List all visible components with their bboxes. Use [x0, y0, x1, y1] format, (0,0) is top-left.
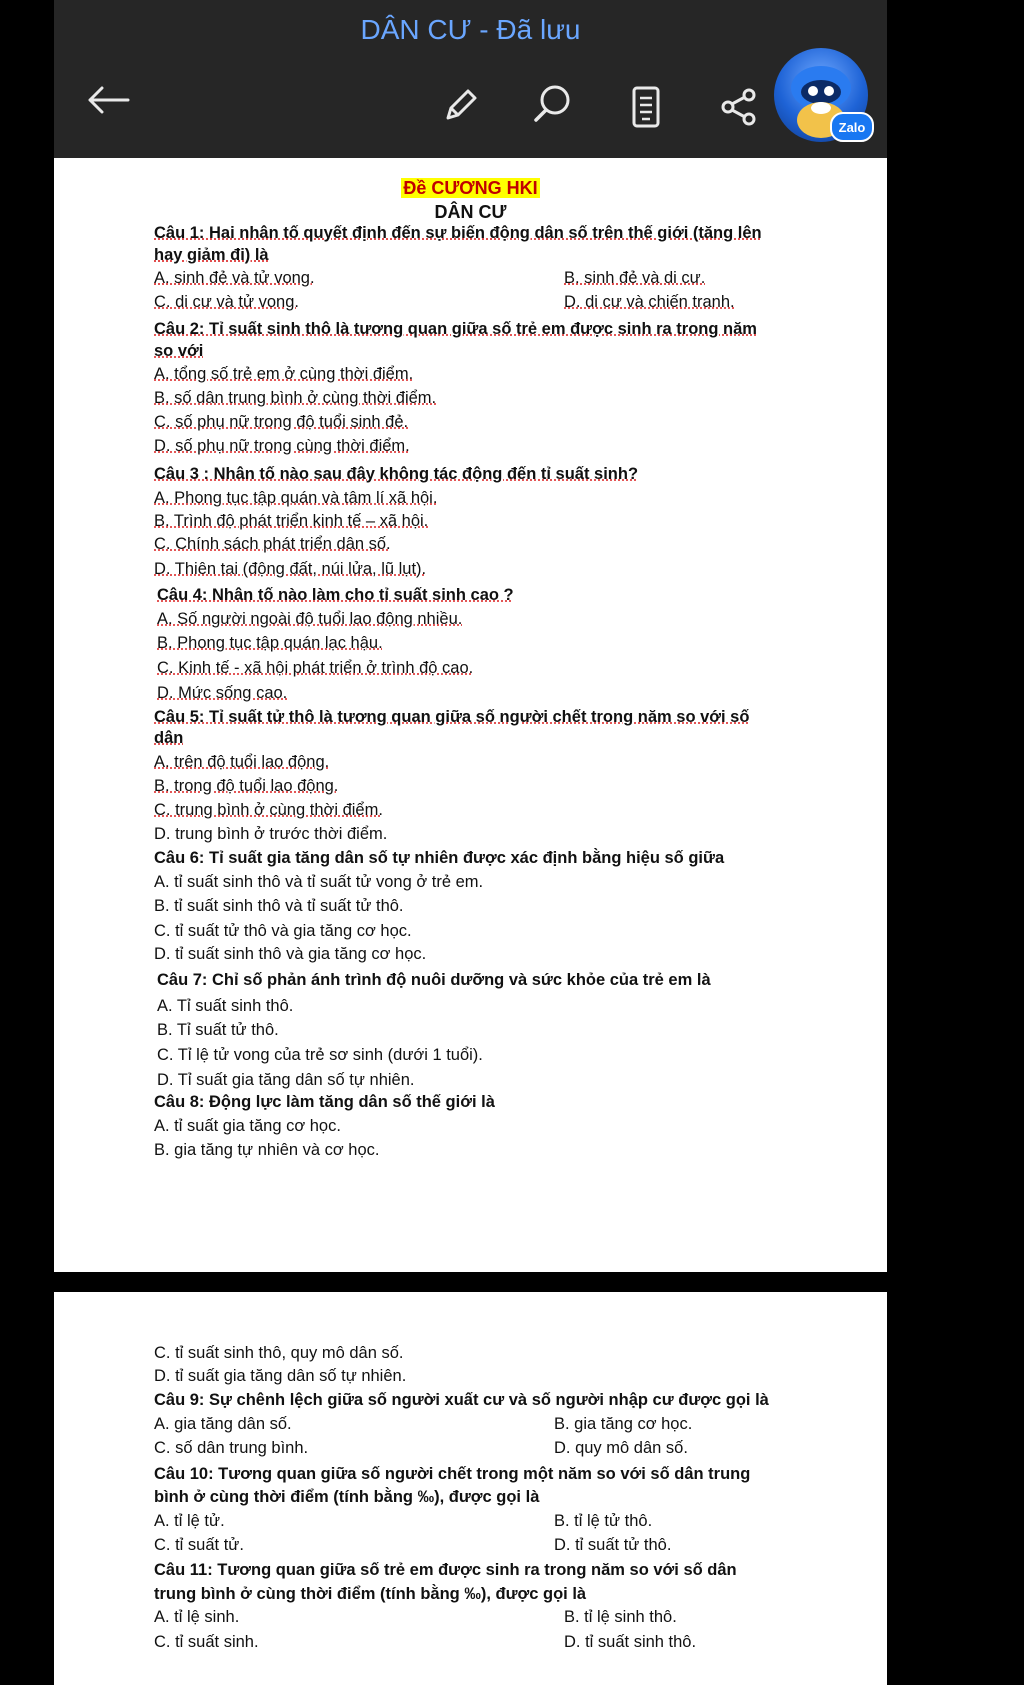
document-subheading: DÂN CƯ: [434, 202, 507, 222]
answer-option: B. sinh đẻ và di cư.: [564, 269, 706, 287]
share-icon[interactable]: [716, 84, 762, 130]
question-text: so với: [154, 342, 204, 360]
answer-option: D. tỉ suất sinh thô.: [564, 1633, 697, 1651]
answer-option: B. số dân trung bình ở cùng thời điểm.: [154, 389, 437, 407]
answer-option: A. tỉ suất sinh thô và tỉ suất tử vong ở trẻ em.: [154, 873, 484, 891]
answer-option: A. tỉ suất gia tăng cơ học.: [154, 1117, 341, 1135]
answer-option: A. sinh đẻ và tử vong.: [154, 269, 315, 287]
question-text: Câu 3 : Nhân tố nào sau đây không tác động đến tỉ suất sinh?: [154, 465, 639, 483]
question-text: hay giảm đi) là: [154, 246, 269, 264]
question-text: Câu 11: Tương quan giữa số trẻ em được sinh ra trong năm so với số dân: [154, 1561, 737, 1579]
question-text: Câu 4: Nhân tố nào làm cho tỉ suất sinh cao ?: [157, 586, 514, 604]
answer-option: D. di cư và chiến tranh.: [564, 293, 735, 311]
answer-option: C. tỉ suất sinh thô, quy mô dân số.: [154, 1344, 404, 1362]
answer-option: B. Trình độ phát triển kinh tế – xã hội.: [154, 512, 429, 530]
question-text: Câu 8: Động lực làm tăng dân số thế giới là: [154, 1093, 495, 1111]
answer-option: C. tỉ suất sinh.: [154, 1633, 259, 1651]
answer-option: D. tỉ suất gia tăng dân số tự nhiên.: [154, 1367, 407, 1385]
answer-option: A. tỉ lệ tử.: [154, 1512, 225, 1530]
question-text: Câu 10: Tương quan giữa số người chết trong một năm so với số dân trung: [154, 1465, 751, 1483]
answer-option: D. trung bình ở trước thời điểm.: [154, 825, 388, 843]
question-text: dân: [154, 729, 184, 747]
answer-option: D. Mức sống cao.: [157, 684, 288, 702]
answer-option: A. tỉ lệ sinh.: [154, 1608, 240, 1626]
question-text: Câu 2: Tỉ suất sinh thô là tương quan giữa số trẻ em được sinh ra trong năm: [154, 320, 757, 338]
answer-option: D. quy mô dân số.: [554, 1439, 688, 1457]
question-text: Câu 5: Tỉ suất tử thô là tương quan giữa số người chết trong năm so với số: [154, 708, 750, 726]
zalo-badge: Zalo: [830, 112, 874, 142]
answer-option: A. gia tăng dân số.: [154, 1415, 292, 1433]
answer-option: D. Thiên tai (động đất, núi lửa, lũ lụt).: [154, 560, 427, 578]
answer-option: A. Tỉ suất sinh thô.: [157, 997, 294, 1015]
question-text: trung bình ở cùng thời điểm (tính bằng ‰), được gọi là: [154, 1585, 587, 1603]
answer-option: B. gia tăng tự nhiên và cơ học.: [154, 1141, 380, 1159]
answer-option: B. Phong tục tập quán lạc hậu.: [157, 634, 383, 652]
answer-option: D. số phụ nữ trong cùng thời điểm.: [154, 437, 410, 455]
back-arrow-icon[interactable]: [82, 80, 134, 120]
answer-option: B. tỉ suất sinh thô và tỉ suất tử thô.: [154, 897, 404, 915]
answer-option: D. tỉ suất tử thô.: [554, 1536, 672, 1554]
pencil-icon[interactable]: [438, 84, 482, 128]
answer-option: A. Số người ngoài độ tuổi lao động nhiều.: [157, 610, 463, 628]
answer-option: B. tỉ lệ sinh thô.: [564, 1608, 677, 1626]
answer-option: A. tổng số trẻ em ở cùng thời điểm.: [154, 365, 414, 383]
question-text: Câu 6: Tỉ suất gia tăng dân số tự nhiên được xác định bằng hiệu số giữa: [154, 849, 725, 867]
document-heading: Đề CƯƠNG HKI: [403, 178, 538, 198]
answer-option: B. tỉ lệ tử thô.: [554, 1512, 653, 1530]
document-page-1: [54, 158, 887, 1272]
search-icon[interactable]: [530, 82, 574, 126]
answer-option: A. trên độ tuổi lao động.: [154, 753, 330, 771]
answer-option: C. Tỉ lệ tử vong của trẻ sơ sinh (dưới 1 tuổi).: [157, 1046, 483, 1064]
document-page-2: [54, 1292, 887, 1685]
answer-option: D. tỉ suất sinh thô và gia tăng cơ học.: [154, 945, 427, 963]
answer-option: C. Kinh tế - xã hội phát triển ở trình độ cao.: [157, 659, 474, 677]
question-text: Câu 7: Chỉ số phản ánh trình độ nuôi dưỡng và sức khỏe của trẻ em là: [157, 971, 711, 989]
answer-option: B. trong độ tuổi lao động.: [154, 777, 339, 795]
answer-option: C. tỉ suất tử.: [154, 1536, 244, 1554]
answer-option: D. Tỉ suất gia tăng dân số tự nhiên.: [157, 1071, 415, 1089]
top-bar: [54, 0, 887, 158]
document-icon[interactable]: [628, 84, 664, 130]
answer-option: C. Chính sách phát triển dân số.: [154, 535, 391, 553]
answer-option: C. số phụ nữ trong độ tuổi sinh đẻ.: [154, 413, 409, 431]
window-title: DÂN CƯ - Đã lưu: [360, 14, 581, 45]
answer-option: C. tỉ suất tử thô và gia tăng cơ học.: [154, 922, 412, 940]
answer-option: C. di cư và tử vong.: [154, 293, 299, 311]
answer-option: C. trung bình ở cùng thời điểm.: [154, 801, 383, 819]
answer-option: B. gia tăng cơ học.: [554, 1415, 693, 1433]
question-text: Câu 9: Sự chênh lệch giữa số người xuất cư và số người nhập cư được gọi là: [154, 1391, 769, 1409]
answer-option: A. Phong tục tập quán và tâm lí xã hội.: [154, 489, 438, 507]
question-text: Câu 1: Hai nhân tố quyết định đến sự biến động dân số trên thế giới (tăng lên: [154, 224, 762, 242]
answer-option: B. Tỉ suất tử thô.: [157, 1021, 279, 1039]
answer-option: C. số dân trung bình.: [154, 1439, 309, 1457]
question-text: bình ở cùng thời điểm (tính bằng ‰), được gọi là: [154, 1488, 540, 1506]
